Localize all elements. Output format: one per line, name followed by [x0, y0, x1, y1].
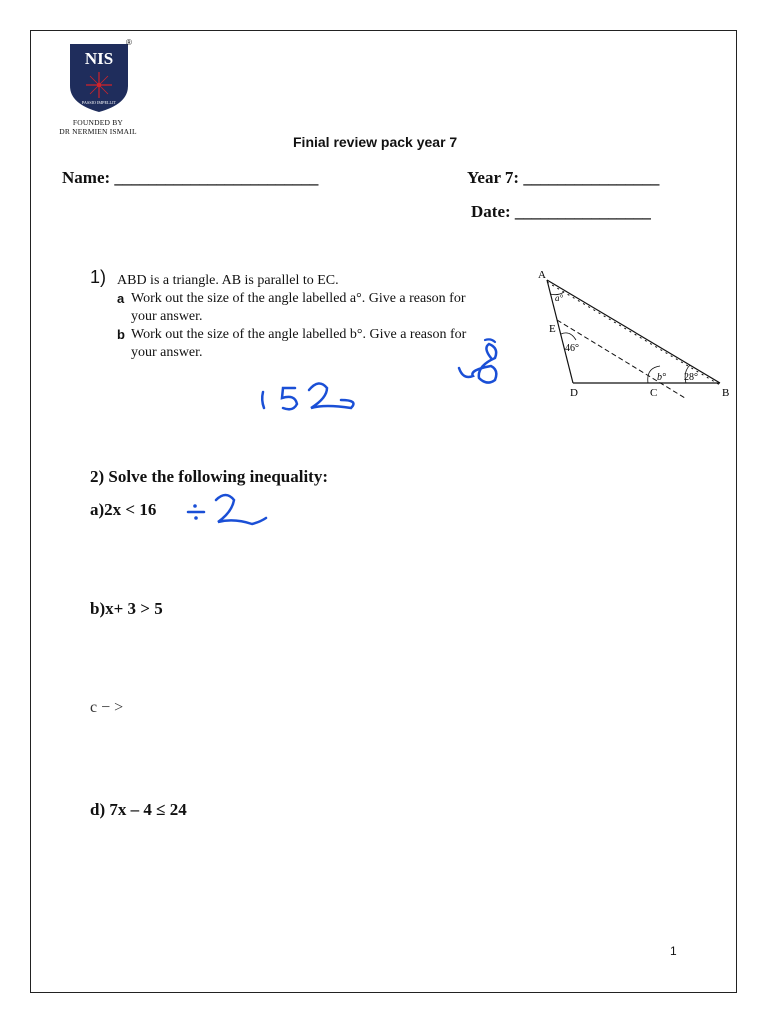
name-field[interactable]: Name: ________________________ [62, 168, 319, 187]
founded-line1: FOUNDED BY [72, 118, 124, 127]
q1-part-a [117, 290, 487, 326]
q1-part-a-text: Work out the size of the angle labelled a°. Give a reason for your answer. [131, 291, 466, 324]
q2c-inequality: c − > [90, 699, 124, 716]
q2-heading: 2) Solve the following inequality: [90, 467, 329, 486]
year-field[interactable]: Year 7: ________________ [467, 168, 660, 187]
angle-28-label: 28° [684, 372, 698, 383]
triangle-diagram [520, 260, 740, 410]
q1-number: 1) [90, 267, 107, 287]
q2b-inequality: b)x+ 3 > 5 [90, 599, 163, 618]
q1-part-a-label: a [117, 291, 125, 306]
logo-text: NIS [84, 49, 114, 68]
q2d-inequality: d) 7x – 4 ≤ 24 [90, 800, 187, 819]
point-b-label: B [722, 387, 730, 399]
logo-motto: PASSIO IMPELLIT [81, 100, 117, 105]
q1-text-block [117, 272, 487, 362]
page-number: 1 [670, 944, 677, 958]
school-logo [68, 42, 130, 114]
founded-line2: DR NERMIEN ISMAIL [59, 127, 137, 136]
point-d-label: D [570, 387, 578, 399]
page-title: Finial review pack year 7 [293, 134, 458, 150]
q1-statement: ABD is a triangle. AB is parallel to EC. [117, 273, 339, 288]
registered-mark: ® [126, 38, 132, 47]
q1-part-b-text: Work out the size of the angle labelled b°. Give a reason for your answer. [131, 327, 467, 360]
date-field[interactable]: Date: ________________ [471, 202, 651, 221]
handwritten-answer-48 [455, 336, 505, 386]
q1-part-b-label: b [117, 327, 125, 342]
founded-by [50, 118, 146, 136]
handwritten-divide-2 [182, 488, 272, 528]
q2a-inequality: a)2x < 16 [90, 500, 157, 519]
angle-b-label: b° [657, 372, 666, 383]
q1-part-b [117, 326, 487, 362]
handwritten-answer-152 [255, 374, 365, 414]
point-a-label: A [538, 269, 546, 281]
point-e-label: E [549, 323, 556, 335]
angle-46-label: 46° [565, 343, 579, 354]
angle-a-label: a° [555, 293, 564, 303]
point-c-label: C [650, 387, 658, 399]
